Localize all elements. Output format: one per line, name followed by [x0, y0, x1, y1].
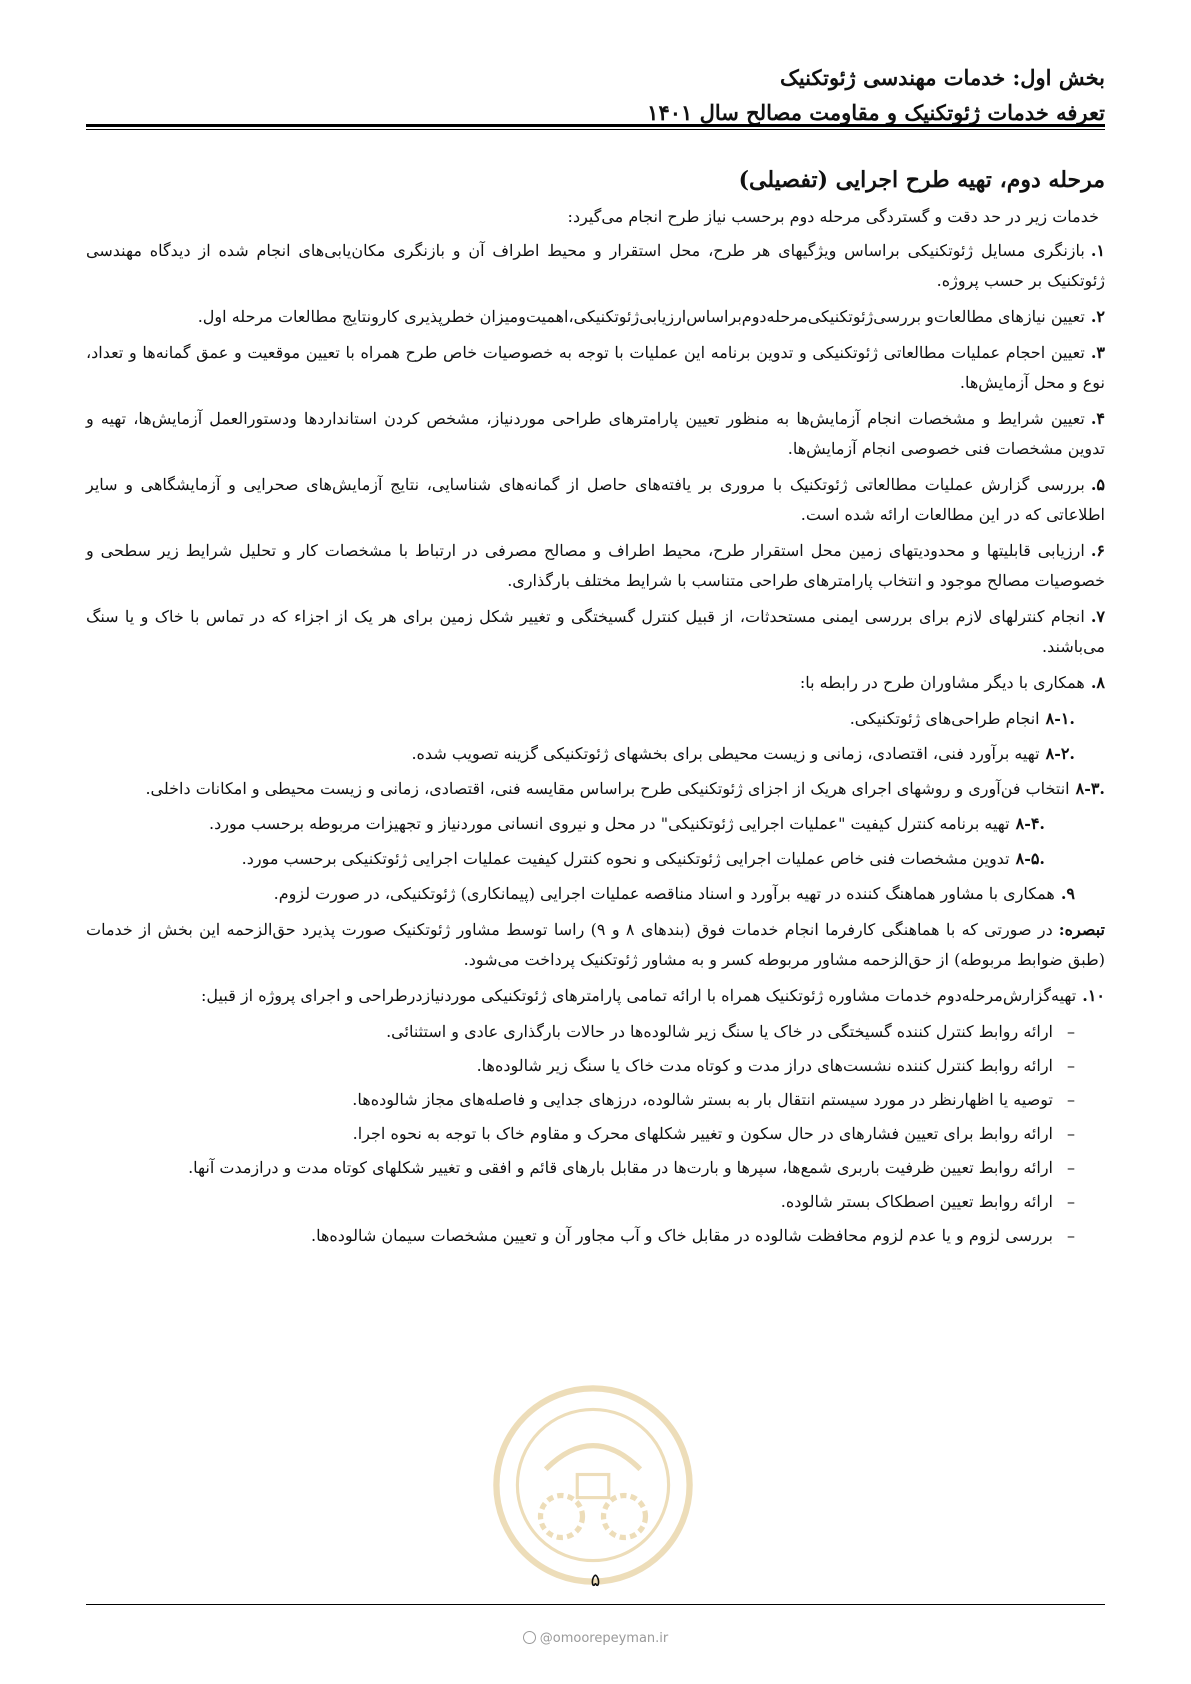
item-number: ۹.	[1060, 884, 1075, 903]
dash-marker: –	[1067, 1124, 1075, 1143]
list-item	[86, 536, 1105, 596]
list-item	[86, 404, 1105, 464]
bullet-text: ارائه روابط برای تعیین فشارهای در حال سکون و تغییر شکلهای محرک و مقاوم خاک با توجه به نحوه اجرا.	[352, 1124, 1053, 1143]
item-number: ۱۰.	[1082, 986, 1105, 1005]
item-text: ارزیابی قابلیتها و محدودیتهای زمین محل استقرار طرح، محیط اطراف و مصالح مصرفی در ارتباط با مشخصات کار و تحلیل شرایط زیر سطحی و خصوصیات مصالح موجود و انتخاب پارامترهای طراحی متناسب با شرایط مختلف بارگذاری.	[86, 541, 1105, 590]
note-text: در صورتی که با هماهنگی کارفرما انجام خدمات فوق (بندهای ۸ و ۹) راسا توسط مشاور ژئوتکنیک صورت پذیرد حق‌الزحمه این بخش از خدمات (طبق ضوابط مربوطه) از حق‌الزحمه مشاور مربوطه کسر و به مشاور ژئوتکنیک پرداخت می‌شود.	[86, 920, 1105, 969]
gear-right-icon	[604, 1496, 646, 1538]
item-text: تعیین احجام عملیات مطالعاتی ژئوتکنیکی و تدوین برنامه این عملیات با توجه به خصوصیات خاص طرح همراه با تعیین موقعیت و عمق گمانه‌ها و تعداد، نوع و محل آزمایش‌ها.	[86, 343, 1105, 392]
note-label: تبصره:	[1058, 920, 1106, 939]
header-part-title: بخش اول: خدمات مهندسی ژئوتکنیک	[780, 65, 1105, 90]
seal-inner-ring	[517, 1409, 668, 1560]
item-text: همکاری با دیگر مشاوران طرح در رابطه با:	[799, 673, 1085, 692]
dash-marker: –	[1067, 1090, 1075, 1109]
list-item	[86, 981, 1105, 1011]
item-text: بررسی گزارش عملیات مطالعاتی ژئوتکنیک با مروری بر یافته‌های حاصل از گمانه‌های شناسایی، نتایج آزمایش‌های صحرایی و آزمایشگاهی و سایر اطلاعاتی که در این مطالعات ارائه شده است.	[86, 475, 1105, 524]
sub-item-number: ۸-۴.	[1015, 814, 1045, 833]
bullet-item	[86, 1153, 1105, 1183]
sub-item	[86, 704, 1105, 734]
item-text: تعیین شرایط و مشخصات انجام آزمایش‌ها به منظور تعیین پارامترهای طراحی موردنیاز، مشخص کردن استانداردها ودستورالعمل آزمایش‌ها، تهیه و تدوین مشخصات فنی خصوصی انجام آزمایش‌ها.	[86, 409, 1105, 458]
dash-marker: –	[1067, 1022, 1075, 1041]
bullet-text: توصیه یا اظهارنظر در مورد سیستم انتقال بار به بستر شالوده، درزهای جدایی و فاصله‌های مجاز شالوده‌ها.	[352, 1090, 1053, 1109]
list-item	[86, 236, 1105, 296]
item-number: ۷.	[1090, 607, 1105, 626]
item-number: ۵.	[1090, 475, 1105, 494]
item-number: ۲.	[1090, 307, 1105, 326]
list-item	[86, 470, 1105, 530]
item-number: ۶.	[1090, 541, 1105, 560]
bullet-item	[86, 1017, 1105, 1047]
bullet-list	[86, 1017, 1105, 1251]
list-item	[86, 668, 1105, 698]
sub-item	[86, 844, 1105, 874]
bullet-text: ارائه روابط کنترل کننده نشست‌های دراز مدت و کوتاه مدت خاک یا سنگ زیر شالوده‌ها.	[476, 1056, 1053, 1075]
item-text: همکاری با مشاور هماهنگ کننده در تهیه برآورد و اسناد مناقصه عملیات اجرایی (پیمانکاری) ژئوتکنیکی، در صورت لزوم.	[273, 884, 1055, 903]
item-text: تهیه‌گزارش‌مرحله‌دوم خدمات مشاوره ژئوتکنیک همراه با ارائه تمامی پارامترهای ژئوتکنیکی موردنیازدرطراحی و اجرای پروژه از قبیل:	[201, 986, 1077, 1005]
sub-item-text: انجام طراحی‌های ژئوتکنیکی.	[849, 709, 1040, 728]
item-number: ۱.	[1090, 241, 1105, 260]
gear-left-icon	[541, 1496, 583, 1538]
section-intro: خدمات زیر در حد دقت و گستردگی مرحله دوم برحسب نیاز طرح انجام می‌گیرد:	[567, 207, 1099, 226]
bullet-item	[86, 1221, 1105, 1251]
bullet-text: ارائه روابط تعیین اصطکاک بستر شالوده.	[780, 1192, 1053, 1211]
bullet-text: بررسی لزوم و یا عدم لزوم محافظت شالوده در مقابل خاک و آب مجاور آن و تعیین مشخصات سیمان شالوده‌ها.	[310, 1226, 1053, 1245]
watermark-seal-icon	[488, 1380, 698, 1590]
dash-marker: –	[1067, 1226, 1075, 1245]
sub-item-number: ۸-۳.	[1075, 779, 1105, 798]
footer-rule	[86, 1604, 1105, 1605]
bullet-item	[86, 1119, 1105, 1149]
sub-item-number: ۸-۵.	[1015, 849, 1045, 868]
sub-item-text: انتخاب فن‌آوری و روشهای اجرای هریک از اجزای ژئوتکنیکی طرح براساس مقایسه فنی، اقتصادی، زمانی و زیست محیطی و امکانات داخلی.	[145, 779, 1070, 798]
header-tariff-title: تعرفه خدمات ژئوتکنیک و مقاومت مصالح سال ۱۴۰۱	[647, 100, 1105, 125]
note-paragraph	[86, 915, 1105, 975]
instagram-icon	[523, 1631, 536, 1644]
dash-marker: –	[1067, 1056, 1075, 1075]
header-rule-thick	[86, 124, 1105, 127]
bullet-item	[86, 1085, 1105, 1115]
item-number: ۸.	[1090, 673, 1105, 692]
sub-item-text: تهیه برآورد فنی، اقتصادی، زمانی و زیست محیطی برای بخشهای ژئوتکنیکی گزینه تصویب شده.	[411, 744, 1040, 763]
sub-item	[86, 739, 1105, 769]
dash-marker: –	[1067, 1192, 1075, 1211]
item-text: انجام کنترلهای لازم برای بررسی ایمنی مستحدثات، از قبیل کنترل گسیختگی و تغییر شکل زمین برای هر یک از اجزاء که در تماس با خاک و یا سنگ می‌باشند.	[86, 607, 1105, 656]
item-text: بازنگری مسایل ژئوتکنیکی براساس ویژگیهای هر طرح، محل استقرار و محیط اطراف آن و بازنگری مکان‌یابی‌های انجام شده از دیدگاه مهندسی ژئوتکنیک بر حسب پروژه.	[86, 241, 1105, 290]
item-text: تعیین نیازهای مطالعات‌و بررسی‌ژئوتکنیکی‌مرحله‌دوم‌براساس‌ارزیابی‌ژئوتکنیکی،اهمیت‌ومیزان خطرپذیری کارونتایج مطالعات مرحله اول.	[197, 307, 1085, 326]
sub-item-text: تدوین مشخصات فنی خاص عملیات اجرایی ژئوتکنیکی و نحوه کنترل کیفیت عملیات اجرایی ژئوتکنیکی برحسب مورد.	[241, 849, 1010, 868]
header-rule-thin	[86, 129, 1105, 130]
bullet-text: ارائه روابط تعیین ظرفیت باربری شمع‌ها، سپرها و بارت‌ها در مقابل بارهای قائم و افقی و تغییر شکلهای کوتاه مدت و درازمدت آنها.	[188, 1158, 1053, 1177]
website-watermark	[0, 1631, 1191, 1646]
list-item	[86, 602, 1105, 662]
list-item	[86, 338, 1105, 398]
sub-item-number: ۸-۱.	[1045, 709, 1075, 728]
sub-item-number: ۸-۲.	[1045, 744, 1075, 763]
bullet-item	[86, 1051, 1105, 1081]
website-label: @omoorepeyman.ir	[539, 1631, 669, 1646]
item-number: ۳.	[1090, 343, 1105, 362]
dash-marker: –	[1067, 1158, 1075, 1177]
sub-item	[86, 809, 1105, 839]
bullet-text: ارائه روابط کنترل کننده گسیختگی در خاک یا سنگ زیر شالوده‌ها در حالات بارگذاری عادی و استثنائی.	[386, 1022, 1053, 1041]
list-item	[86, 302, 1105, 332]
seal-arc	[546, 1446, 641, 1470]
seal-book	[577, 1475, 609, 1498]
seal-outer-ring	[496, 1388, 689, 1581]
page-number: ۵	[590, 1570, 601, 1591]
list-item	[86, 879, 1105, 909]
page-header	[647, 60, 1105, 130]
section-title: مرحله دوم، تهیه طرح اجرایی (تفصیلی)	[738, 167, 1105, 193]
sub-item-text: تهیه برنامه کنترل کیفیت "عملیات اجرایی ژئوتکنیکی" در محل و نیروی انسانی موردنیاز و تجهیزات مربوطه برحسب مورد.	[209, 814, 1010, 833]
sub-item	[86, 774, 1105, 804]
item-number: ۴.	[1090, 409, 1105, 428]
main-content	[86, 162, 1105, 1255]
bullet-item	[86, 1187, 1105, 1217]
